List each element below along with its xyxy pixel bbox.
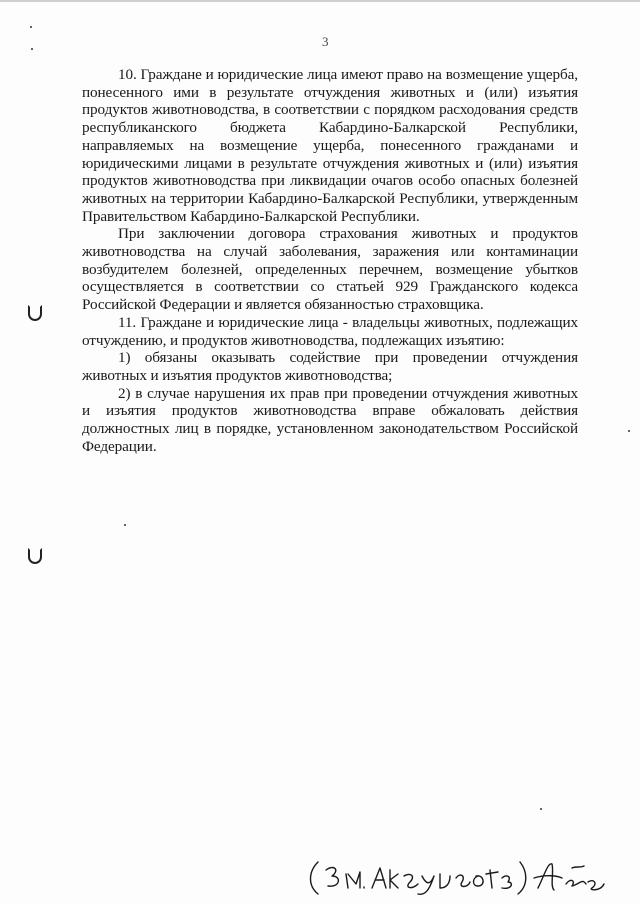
handwritten-signature <box>300 848 620 898</box>
paragraph-subitem-1: 1) обязаны оказывать содействие при проведении отчуждения животных и изъятия продуктов животноводства; <box>82 349 578 384</box>
paragraph-item-10: 10. Граждане и юридические лица имеют право на возмещение ущерба, понесенного ими в результате отчуждения животных и (или) изъятия продуктов животноводства, в соответствии с порядком расходования средств республиканского бюджета Кабардино-Балкарской Республики, направляемых на возмещение ущерба, понесенного гражданами и юридическими лицами в результате отчуждения животных и (или) изъятия продуктов животноводства при ликвидации очагов особо опасных болезней животных на территории Кабардино-Балкарской Республики, утвержденным Правительством Кабардино-Балкарской Республики. <box>82 66 578 225</box>
hole-punch-mark <box>28 548 42 564</box>
scan-speck <box>124 524 126 526</box>
scan-speck <box>540 808 542 810</box>
paragraph-item-11: 11. Граждане и юридические лица - владельцы животных, подлежащих отчуждению, и продуктов животноводства, подлежащих изъятию: <box>82 313 578 349</box>
hole-punch-mark <box>28 305 42 321</box>
page-number: 3 <box>322 34 329 49</box>
scan-top-edge <box>0 0 640 2</box>
paragraph-subitem-2: 2) в случае нарушения их прав при проведении отчуждения животных и изъятия продуктов животноводства вправе обжаловать действия должностных лиц в порядке, установленном законодательством Российской Федерации. <box>82 384 578 455</box>
document-body <box>82 66 578 455</box>
scan-speck <box>628 430 630 432</box>
signature-drawing <box>300 848 620 898</box>
scan-speck <box>30 26 32 28</box>
scan-speck <box>31 48 33 50</box>
paragraph-insurance: При заключении договора страхования животных и продуктов животноводства на случай заболевания, заражения или контаминации возбудителем болезней, определенных перечнем, возмещение убытков осуществляется в соответствии со статьей 929 Гражданского кодекса Российской Федерации и является обязанностью страховщика. <box>82 225 578 314</box>
